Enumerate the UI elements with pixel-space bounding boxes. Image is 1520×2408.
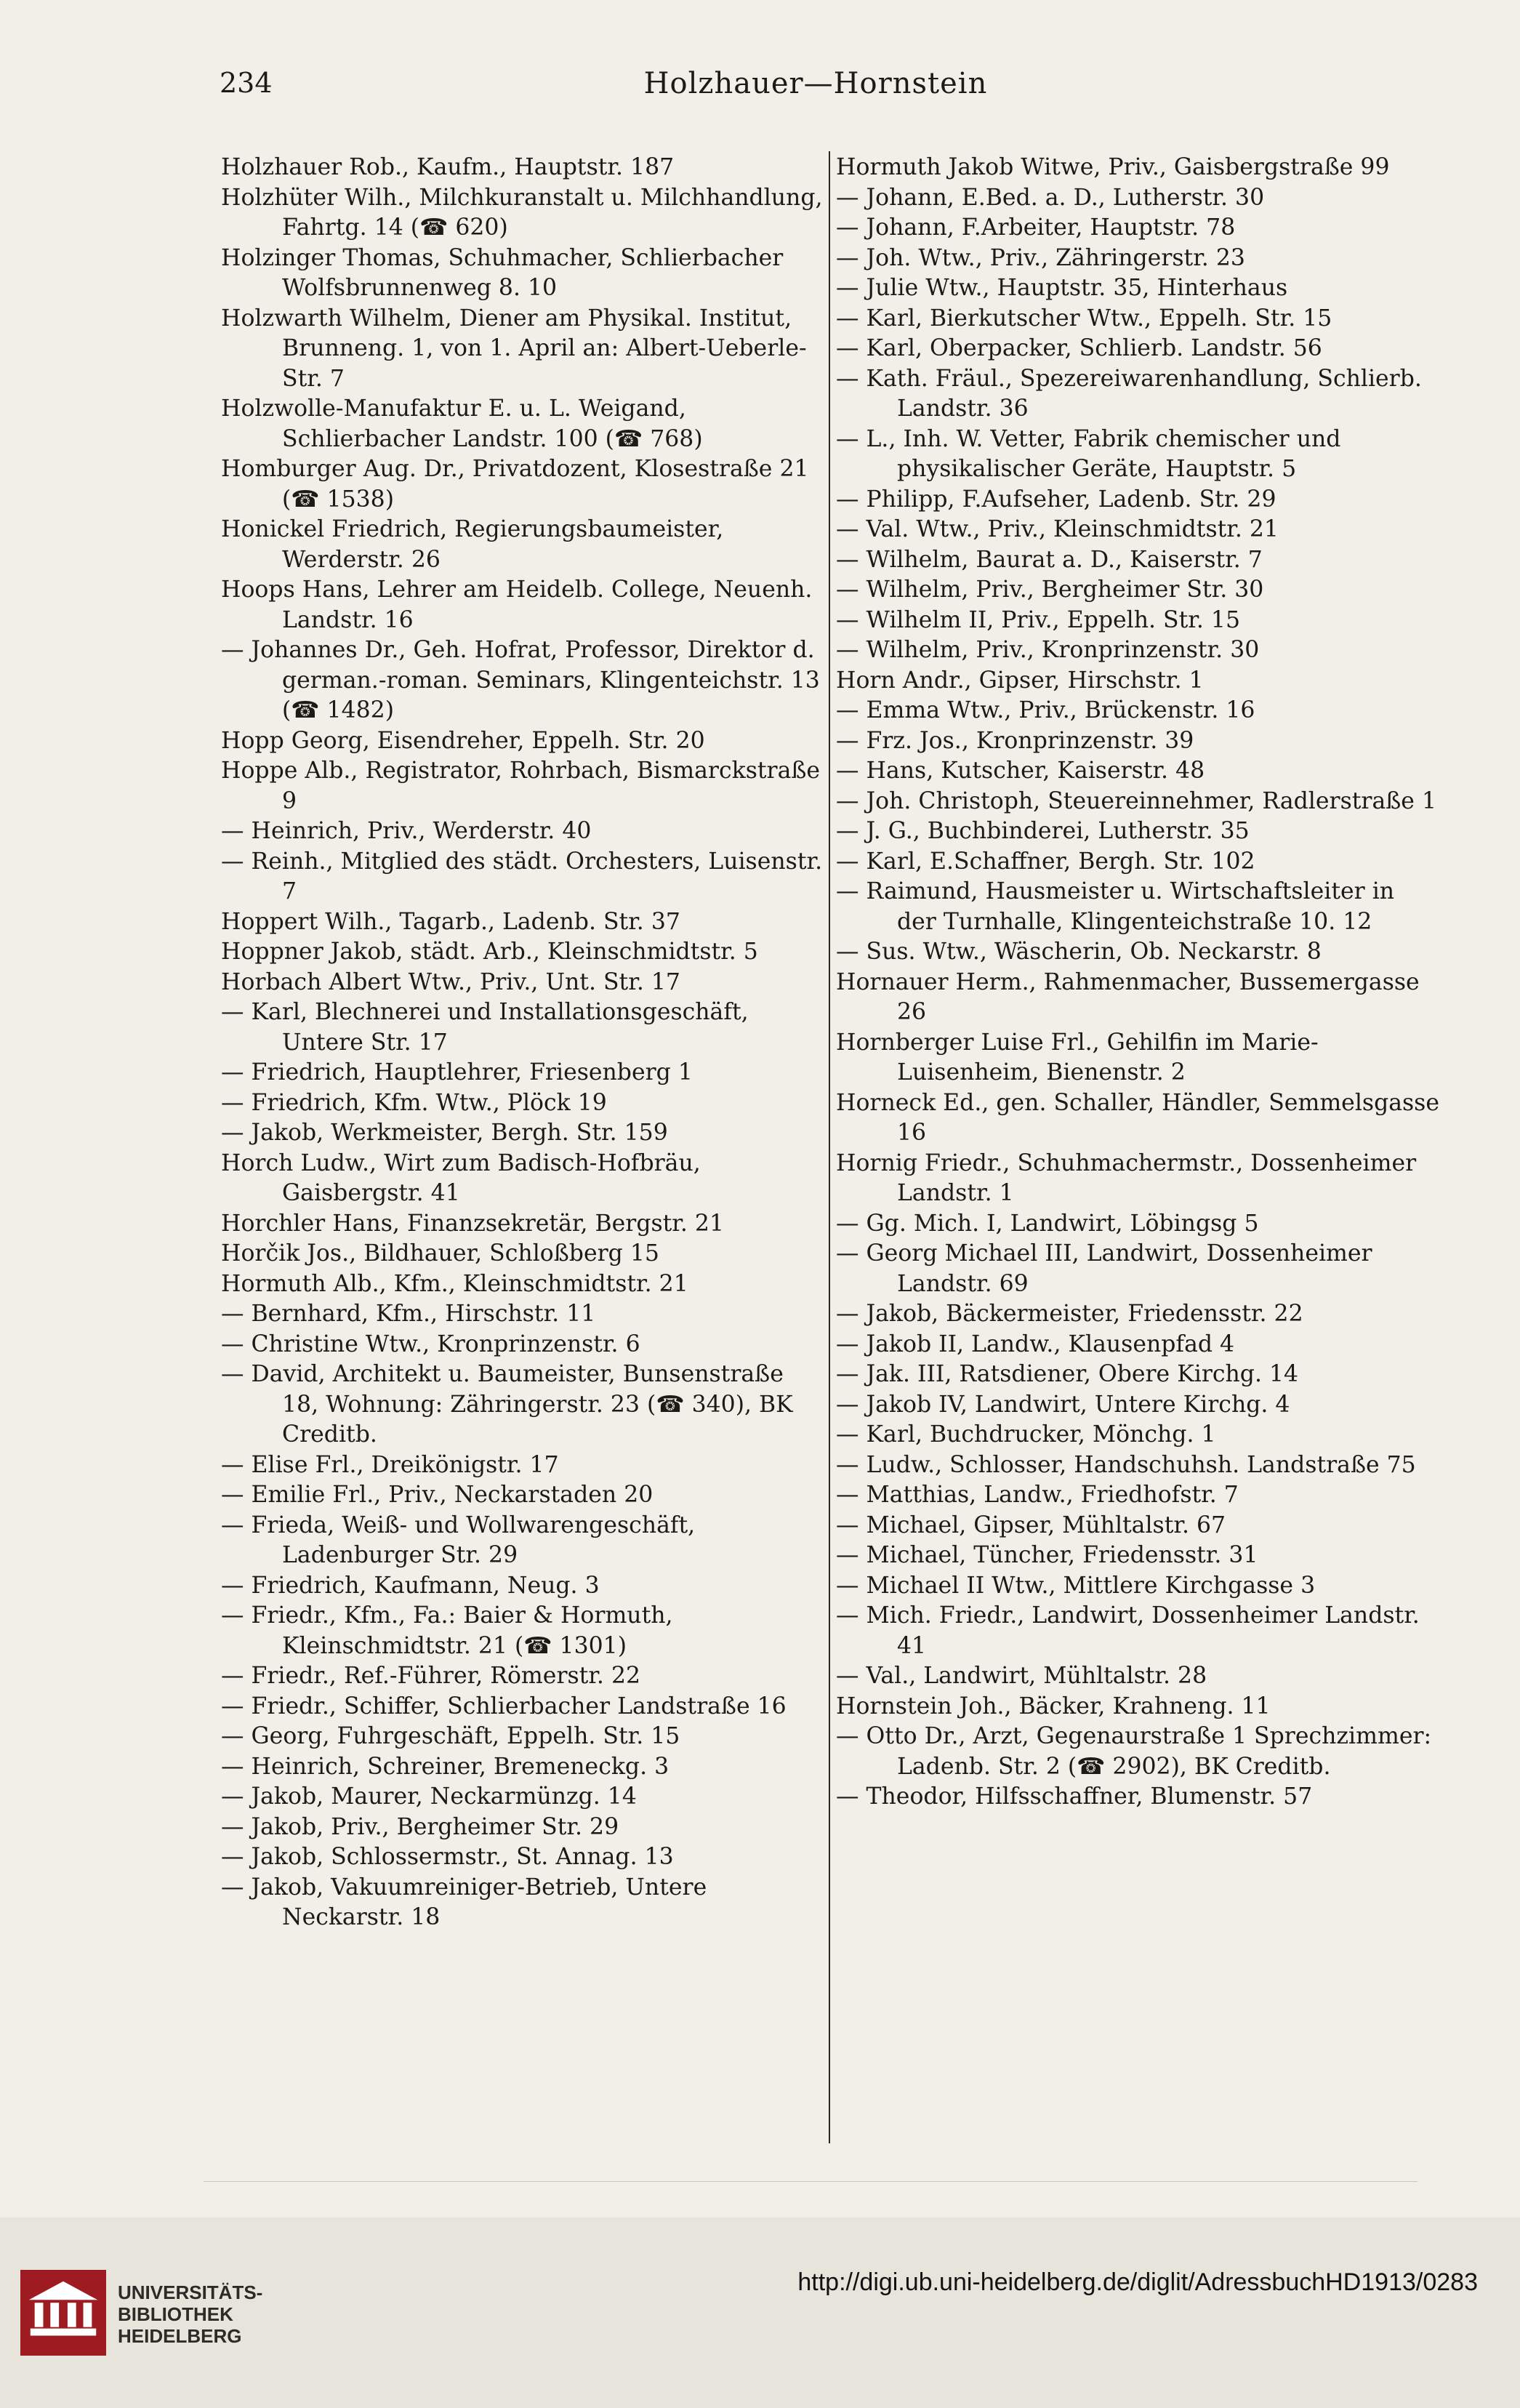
- directory-entry: — Karl, Bierkutscher Wtw., Eppelh. Str. 15: [836, 305, 1332, 332]
- directory-entry: — Wilhelm II, Priv., Eppelh. Str. 15: [836, 606, 1241, 633]
- directory-entry: Hoppert Wilh., Tagarb., Ladenb. Str. 37: [221, 908, 680, 935]
- directory-entry: Hoppner Jakob, städt. Arb., Kleinschmidtstr. 5: [221, 939, 758, 965]
- directory-entry: Hormuth Alb., Kfm., Kleinschmidtstr. 21: [221, 1270, 688, 1297]
- page-header: [220, 67, 1412, 103]
- directory-entry: — Joh. Wtw., Priv., Zähringerstr. 23: [836, 244, 1245, 271]
- directory-entry: — Friedr., Kfm., Fa.: Baier & Hormuth, Kleinschmidtstr. 21 (☎ 1301): [221, 1602, 673, 1659]
- directory-entry: — Jakob II, Landw., Klausenpfad 4: [836, 1331, 1235, 1357]
- directory-entry: — Gg. Mich. I, Landwirt, Löbingsg 5: [836, 1210, 1259, 1237]
- directory-entry: — Frieda, Weiß- und Wollwarengeschäft, Ladenburger Str. 29: [221, 1512, 696, 1568]
- directory-entry: — Jakob, Bäckermeister, Friedensstr. 22: [836, 1301, 1303, 1327]
- directory-entry: — Karl, Blechnerei und Installationsgeschäft, Untere Str. 17: [221, 999, 749, 1056]
- directory-entry: — Jakob, Vakuumreiniger-Betrieb, Untere Neckarstr. 18: [221, 1874, 707, 1930]
- directory-entry: Homburger Aug. Dr., Privatdozent, Klosestraße 21 (☎ 1538): [221, 456, 809, 513]
- directory-entry: Horbach Albert Wtw., Priv., Unt. Str. 17: [221, 968, 680, 995]
- directory-entry: — Raimund, Hausmeister u. Wirtschaftsleiter in der Turnhalle, Klingenteichstraße 10. 12: [836, 878, 1395, 935]
- directory-entry: — Georg, Fuhrgeschäft, Eppelh. Str. 15: [221, 1723, 680, 1749]
- directory-entry: — Emma Wtw., Priv., Brückenstr. 16: [836, 697, 1255, 723]
- directory-entry: Horneck Ed., gen. Schaller, Händler, Semmelsgasse 16: [836, 1089, 1439, 1146]
- directory-entry: — Val., Landwirt, Mühltalstr. 28: [836, 1663, 1207, 1689]
- directory-entry: — Joh. Christoph, Steuereinnehmer, Radlerstraße 1: [836, 787, 1436, 814]
- directory-entry: — Heinrich, Schreiner, Bremeneckg. 3: [221, 1753, 669, 1780]
- directory-entry: — Wilhelm, Baurat a. D., Kaiserstr. 7: [836, 546, 1263, 573]
- directory-entry: — Jakob, Schlossermstr., St. Annag. 13: [221, 1844, 674, 1870]
- directory-entry: — Michael II Wtw., Mittlere Kirchgasse 3: [836, 1572, 1316, 1599]
- directory-entry: — Christine Wtw., Kronprinzenstr. 6: [221, 1331, 640, 1357]
- library-name-line: HEIDELBERG: [118, 2325, 242, 2347]
- directory-entry: — Johann, E.Bed. a. D., Lutherstr. 30: [836, 184, 1265, 211]
- directory-entry: — Jakob, Werkmeister, Bergh. Str. 159: [221, 1120, 668, 1146]
- directory-entry: — Karl, Buchdrucker, Mönchg. 1: [836, 1421, 1216, 1448]
- page-title: Holzhauer—Hornstein: [643, 67, 988, 100]
- directory-entry: — Ludw., Schlosser, Handschuhsh. Landstraße 75: [836, 1451, 1416, 1478]
- directory-entry: — Friedrich, Hauptlehrer, Friesenberg 1: [221, 1059, 693, 1085]
- directory-entry: — Frz. Jos., Kronprinzenstr. 39: [836, 727, 1194, 754]
- directory-entry: — Wilhelm, Priv., Kronprinzenstr. 30: [836, 637, 1260, 663]
- directory-entry: — David, Architekt u. Baumeister, Bunsenstraße 18, Wohnung: Zähringerstr. 23 (☎ 340), BK Creditb.: [221, 1361, 793, 1448]
- directory-entry: Hopp Georg, Eisendreher, Eppelh. Str. 20: [221, 727, 705, 754]
- library-logo-icon: [20, 2270, 106, 2356]
- directory-entry: — Reinh., Mitglied des städt. Orchesters, Luisenstr. 7: [221, 848, 823, 904]
- page-number: 234: [220, 67, 273, 99]
- library-name: [118, 2281, 262, 2347]
- library-name-line: BIBLIOTHEK: [118, 2303, 233, 2325]
- directory-entry: — Kath. Fräul., Spezereiwarenhandlung, Schlierb. Landstr. 36: [836, 365, 1422, 422]
- column-divider: [829, 151, 830, 2143]
- directory-entry: Hoops Hans, Lehrer am Heidelb. College, Neuenh. Landstr. 16: [221, 577, 813, 633]
- directory-entry: Horn Andr., Gipser, Hirschstr. 1: [836, 667, 1204, 694]
- directory-entry: Horchler Hans, Finanzsekretär, Bergstr. 21: [221, 1210, 725, 1237]
- directory-entry: — Heinrich, Priv., Werderstr. 40: [221, 818, 592, 844]
- directory-entry: — Bernhard, Kfm., Hirschstr. 11: [221, 1301, 596, 1327]
- directory-entry: — Philipp, F.Aufseher, Ladenb. Str. 29: [836, 486, 1276, 513]
- directory-entry: — Jakob IV, Landwirt, Untere Kirchg. 4: [836, 1391, 1290, 1418]
- right-column: [836, 153, 1439, 1813]
- directory-entry: Horčik Jos., Bildhauer, Schloßberg 15: [221, 1240, 659, 1267]
- directory-entry: — Sus. Wtw., Wäscherin, Ob. Neckarstr. 8: [836, 939, 1322, 965]
- directory-entry: Holzhauer Rob., Kaufm., Hauptstr. 187: [221, 154, 675, 180]
- directory-entry: — Matthias, Landw., Friedhofstr. 7: [836, 1482, 1239, 1508]
- directory-entry: — Elise Frl., Dreikönigstr. 17: [221, 1451, 559, 1478]
- directory-entry: — Otto Dr., Arzt, Gegenaurstraße 1 Sprechzimmer: Ladenb. Str. 2 (☎ 2902), BK Creditb.: [836, 1723, 1432, 1780]
- directory-entry: — Jakob, Maurer, Neckarmünzg. 14: [221, 1783, 637, 1810]
- directory-entry: — Wilhelm, Priv., Bergheimer Str. 30: [836, 577, 1264, 603]
- directory-entry: Hornig Friedr., Schuhmachermstr., Dossenheimer Landstr. 1: [836, 1149, 1417, 1206]
- directory-entry: — Theodor, Hilfsschaffner, Blumenstr. 57: [836, 1783, 1313, 1810]
- directory-entry: — Johannes Dr., Geh. Hofrat, Professor, Direktor d. german.-roman. Seminars, Klingenteichstr. 13 (☎ 1482): [221, 637, 820, 723]
- directory-entry: — Friedrich, Kaufmann, Neug. 3: [221, 1572, 600, 1599]
- directory-entry: — Jakob, Priv., Bergheimer Str. 29: [221, 1813, 619, 1840]
- footer-divider: [204, 2181, 1418, 2182]
- directory-entry: Holzinger Thomas, Schuhmacher, Schlierbacher Wolfsbrunnenweg 8. 10: [221, 244, 784, 301]
- footer: [0, 2218, 1520, 2408]
- source-url-link[interactable]: http://digi.ub.uni-heidelberg.de/diglit/AdressbuchHD1913/0283: [797, 2268, 1478, 2296]
- directory-entry: Horch Ludw., Wirt zum Badisch-Hofbräu, Gaisbergstr. 41: [221, 1149, 701, 1206]
- directory-entry: — Mich. Friedr., Landwirt, Dossenheimer Landstr. 41: [836, 1602, 1420, 1659]
- directory-entry: — Friedr., Schiffer, Schlierbacher Landstraße 16: [221, 1693, 787, 1719]
- directory-entry: Hoppe Alb., Registrator, Rohrbach, Bismarckstraße 9: [221, 758, 821, 814]
- directory-entry: Hornstein Joh., Bäcker, Krahneng. 11: [836, 1693, 1271, 1719]
- directory-entry: — Jak. III, Ratsdiener, Obere Kirchg. 14: [836, 1361, 1299, 1387]
- library-name-line: UNIVERSITÄTS-: [118, 2281, 263, 2303]
- directory-entry: — Val. Wtw., Priv., Kleinschmidtstr. 21: [836, 516, 1279, 542]
- directory-entry: — J. G., Buchbinderei, Lutherstr. 35: [836, 818, 1250, 844]
- directory-entry: Holzhüter Wilh., Milchkuranstalt u. Milchhandlung, Fahrtg. 14 (☎ 620): [221, 184, 823, 241]
- directory-entry: — Hans, Kutscher, Kaiserstr. 48: [836, 758, 1205, 784]
- directory-entry: Hornauer Herm., Rahmenmacher, Bussemergasse 26: [836, 968, 1420, 1025]
- directory-entry: — L., Inh. W. Vetter, Fabrik chemischer und physikalischer Geräte, Hauptstr. 5: [836, 425, 1341, 482]
- directory-entry: Hormuth Jakob Witwe, Priv., Gaisbergstraße 99: [836, 154, 1390, 180]
- directory-entry: — Friedrich, Kfm. Wtw., Plöck 19: [221, 1089, 607, 1116]
- directory-entry: — Julie Wtw., Hauptstr. 35, Hinterhaus: [836, 275, 1288, 301]
- directory-entry: Holzwarth Wilhelm, Diener am Physikal. Institut, Brunneng. 1, von 1. April an: Albert-Ueberle-Str. 7: [221, 305, 807, 392]
- directory-entry: Hornberger Luise Frl., Gehilfin im Marie-Luisenheim, Bienenstr. 2: [836, 1029, 1319, 1085]
- directory-entry: — Michael, Tüncher, Friedensstr. 31: [836, 1542, 1258, 1568]
- directory-entry: — Michael, Gipser, Mühltalstr. 67: [836, 1512, 1226, 1538]
- directory-entry: — Emilie Frl., Priv., Neckarstaden 20: [221, 1482, 654, 1508]
- left-column: [221, 153, 824, 1933]
- directory-entry: Honickel Friedrich, Regierungsbaumeister, Werderstr. 26: [221, 516, 724, 573]
- directory-entry: — Georg Michael III, Landwirt, Dossenheimer Landstr. 69: [836, 1240, 1372, 1297]
- directory-entry: — Johann, F.Arbeiter, Hauptstr. 78: [836, 214, 1236, 241]
- directory-entry: Holzwolle-Manufaktur E. u. L. Weigand, Schlierbacher Landstr. 100 (☎ 768): [221, 396, 703, 452]
- directory-entry: — Karl, E.Schaffner, Bergh. Str. 102: [836, 848, 1255, 875]
- directory-entry: — Karl, Oberpacker, Schlierb. Landstr. 56: [836, 335, 1322, 361]
- directory-entry: — Friedr., Ref.-Führer, Römerstr. 22: [221, 1663, 641, 1689]
